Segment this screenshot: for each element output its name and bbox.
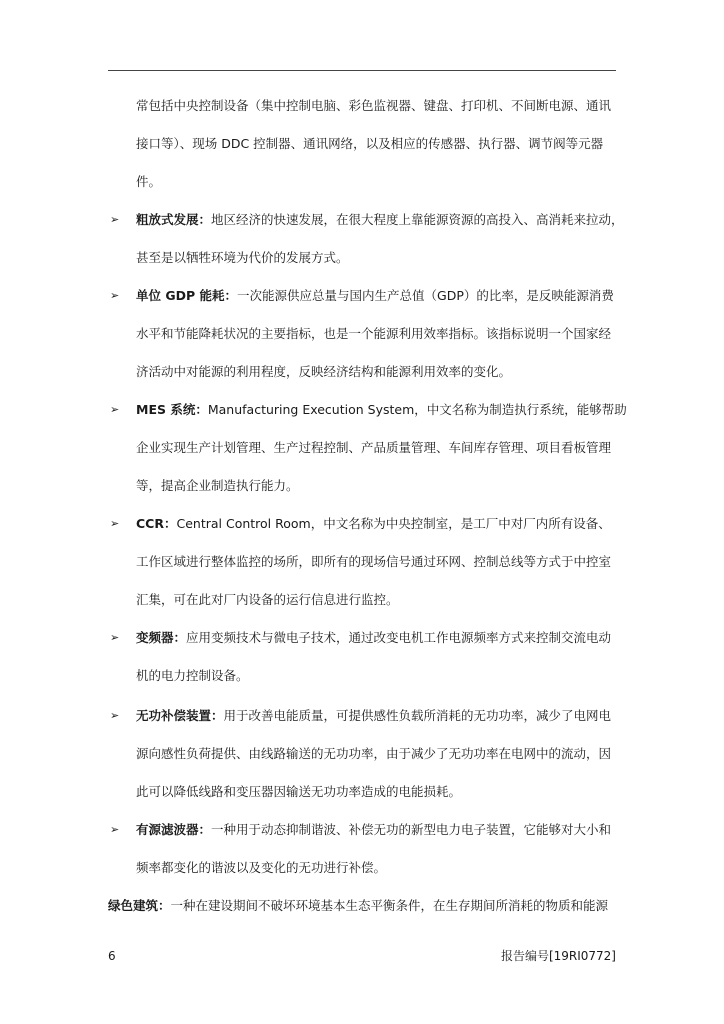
bullet-arrow-icon: ➢: [110, 823, 120, 836]
definition-text: 水平和节能降耗状况的主要指标，也是一个能源利用效率指标。该指标说明一个国家经: [136, 326, 612, 341]
definition-item: [136, 212, 624, 228]
definition-text: 甚至是以牺牲环境为代价的发展方式。: [136, 250, 349, 265]
definition-text: 用于改善电能质量，可提供感性负载所消耗的无功功率，减少了电网电: [223, 708, 612, 723]
intro-line-1: 常包括中央控制设备（集中控制电脑、彩色监视器、键盘、打印机、不间断电源、通讯: [136, 98, 612, 113]
intro-line-2: 接口等）、现场 DDC 控制器、通讯网络，以及相应的传感器、执行器、调节阀等元器: [136, 136, 604, 151]
definition-text: 工作区域进行整体监控的场所，即所有的现场信号通过环网、控制总线等方式于中控室: [136, 554, 612, 569]
bullet-arrow-icon: ➢: [110, 709, 120, 722]
term-label: 有源滤波器：: [136, 822, 212, 837]
report-number: 报告编号[19RI0772]: [500, 949, 616, 963]
term-label: 绿色建筑：: [108, 898, 171, 913]
term-label: 变频器：: [136, 630, 187, 645]
definition-text: Manufacturing Execution System，中文名称为制造执行系统，能够帮助: [207, 402, 627, 417]
intro-line-3: 件。: [136, 174, 162, 189]
definition-item: [136, 288, 614, 304]
definition-text: 企业实现生产计划管理、生产过程控制、产品质量管理、车间库存管理、项目看板管理: [136, 440, 612, 455]
term-label: 单位 GDP 能耗：: [136, 288, 238, 303]
bullet-arrow-icon: ➢: [110, 289, 120, 302]
definition-text: 此可以降低线路和变压器因输送无功功率造成的电能损耗。: [136, 784, 462, 799]
definition-text: 汇集，可在此对厂内设备的运行信息进行监控。: [136, 592, 399, 607]
bullet-arrow-icon: ➢: [110, 631, 120, 644]
definition-text: 源向感性负荷提供、由线路输送的无功功率，由于减少了无功功率在电网中的流动，因: [136, 746, 612, 761]
definition-item: [136, 708, 611, 724]
term-label: MES 系统：: [136, 402, 208, 417]
page-number: 6: [108, 949, 116, 963]
header-rule: [108, 70, 616, 71]
term-label: 无功补偿装置：: [136, 708, 224, 723]
definition-text: 一次能源供应总量与国内生产总值（GDP）的比率，是反映能源消费: [237, 288, 614, 303]
definition-text: 机的电力控制设备。: [136, 668, 249, 683]
bullet-arrow-icon: ➢: [110, 517, 120, 530]
definition-text: 应用变频技术与微电子技术，通过改变电机工作电源频率方式来控制交流电动: [186, 630, 612, 645]
bullet-arrow-icon: ➢: [110, 403, 120, 416]
definition-text: 一种在建设期间不破坏环境基本生态平衡条件，在生存期间所消耗的物质和能源: [170, 898, 609, 913]
definition-item: [136, 822, 611, 838]
definition-text: 地区经济的快速发展，在很大程度上靠能源资源的高投入、高消耗来拉动，: [211, 212, 624, 227]
definition-text: 等，提高企业制造执行能力。: [136, 478, 299, 493]
definition-item: [136, 516, 611, 532]
definition-text: 济活动中对能源的利用程度，反映经济结构和能源利用效率的变化。: [136, 364, 512, 379]
term-label: CCR：: [136, 516, 177, 531]
definition-text: 频率都变化的谐波以及变化的无功进行补偿。: [136, 860, 387, 875]
definition-text: 一种用于动态抑制谐波、补偿无功的新型电力电子装置，它能够对大小和: [211, 822, 612, 837]
definition-item: [136, 630, 611, 646]
term-label: 粗放式发展：: [136, 212, 212, 227]
definition-item: [108, 898, 608, 914]
bullet-arrow-icon: ➢: [110, 213, 120, 226]
definition-item: [136, 402, 627, 418]
definition-text: Central Control Room，中文名称为中央控制室，是工厂中对厂内所有设备、: [176, 516, 611, 531]
